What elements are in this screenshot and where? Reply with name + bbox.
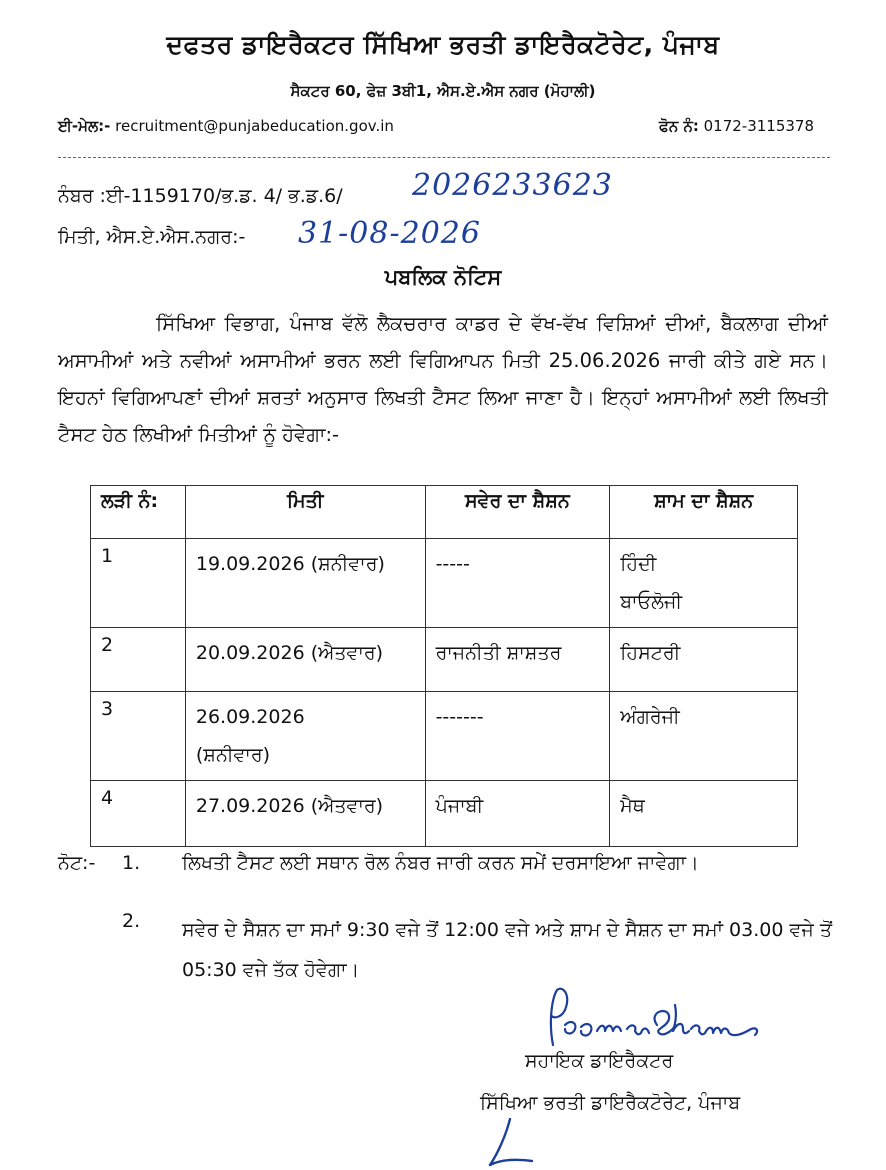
- signature-image: [545, 985, 785, 1060]
- note-text: ਸਵੇਰ ਦੇ ਸੈਸ਼ਨ ਦਾ ਸਮਾਂ 9:30 ਵਜੇ ਤੋਂ 12:00 ਵਜੇ ਅਤੇ ਸ਼ਾਮ ਦੇ ਸੈਸ਼ਨ ਦਾ ਸਮਾਂ 03.00 ਵਜੇ ਤੋਂ 05:30 ਵਜੇ ਤੱਕ ਹੋਵੇਗਾ।: [182, 919, 832, 981]
- cell-evening-text: ਅੰਗਰੇਜੀ: [620, 706, 680, 728]
- note-number: 2.: [122, 910, 141, 932]
- initial-mark: [480, 1115, 540, 1170]
- cell-serial: 3: [91, 692, 186, 781]
- cell-evening: [610, 692, 798, 781]
- cell-date-text: 20.09.2026 (ਐਤਵਾਰ): [195, 642, 384, 664]
- phone-line: [659, 117, 814, 135]
- cell-evening-text: ਹਿਸਟਰੀ: [620, 642, 681, 664]
- table-header-row: [91, 486, 798, 539]
- cell-evening-text: ਮੈਥ: [620, 795, 645, 817]
- cell-date: [185, 539, 425, 628]
- exam-schedule-table: [90, 485, 798, 847]
- date-handwritten: 31-08-2026: [298, 216, 481, 251]
- cell-morning-text: ਪੰਜਾਬੀ: [435, 795, 484, 817]
- cell-date-text: 26.09.2026: [195, 706, 305, 728]
- table-row: [91, 692, 798, 781]
- cell-morning-text: ਰਾਜਨੀਤੀ ਸ਼ਾਸ਼ਤਰ: [435, 642, 562, 664]
- header-divider: [58, 157, 830, 158]
- email-value: recruitment@punjabeducation.gov.in: [115, 117, 394, 135]
- reference-number-label: ਨੰਬਰ :ਈ-1159170/ਭ.ਡ. 4/ ਭ.ਡ.6/: [58, 185, 343, 207]
- cell-date: [185, 628, 425, 692]
- cell-evening-text-2: ਬਾਓਲੋਜੀ: [620, 591, 683, 613]
- cell-evening: [610, 628, 798, 692]
- cell-date-text: 19.09.2026 (ਸ਼ਨੀਵਾਰ): [195, 553, 385, 575]
- cell-evening: [610, 781, 798, 847]
- cell-serial: 1: [91, 539, 186, 628]
- cell-date-text-2: (ਸ਼ਨੀਵਾਰ): [195, 744, 271, 766]
- cell-morning: [425, 539, 610, 628]
- cell-morning: [425, 628, 610, 692]
- cell-date: [185, 692, 425, 781]
- reference-number-handwritten: 2026233623: [412, 168, 613, 203]
- cell-serial: 2: [91, 628, 186, 692]
- table-row: [91, 628, 798, 692]
- office-address: ਸੈਕਟਰ 60, ਫੇਜ਼ 3ਬੀ1, ਐਸ.ਏ.ਐਸ ਨਗਰ (ਮੋਹਾਲੀ): [290, 82, 596, 100]
- cell-morning-text: -----: [435, 553, 470, 575]
- phone-value: 0172-3115378: [703, 117, 814, 135]
- cell-morning-text: -------: [435, 706, 484, 728]
- note-text: ਲਿਖਤੀ ਟੈਸਟ ਲਈ ਸਥਾਨ ਰੋਲ ਨੰਬਰ ਜਾਰੀ ਕਰਨ ਸਮੇਂ ਦਰਸਾਇਆ ਜਾਵੇਗਾ।: [182, 852, 699, 874]
- notice-heading: ਪਬਲਿਕ ਨੋਟਿਸ: [384, 265, 502, 289]
- table-row: [91, 781, 798, 847]
- phone-label: ਫੋਨ ਨੰ:: [659, 117, 699, 135]
- header-evening-session: ਸ਼ਾਮ ਦਾ ਸ਼ੈਸ਼ਨ: [610, 486, 798, 539]
- header-serial: ਲੜੀ ਨੰ:: [91, 486, 186, 539]
- cell-date-text: 27.09.2026 (ਐਤਵਾਰ): [195, 795, 384, 817]
- cell-evening: [610, 539, 798, 628]
- cell-serial: 4: [91, 781, 186, 847]
- email-line: [58, 117, 394, 135]
- cell-evening-text: ਹਿੰਦੀ: [620, 553, 657, 575]
- header-date: ਮਿਤੀ: [185, 486, 425, 539]
- signatory-department: ਸਿੱਖਿਆ ਭਰਤੀ ਡਾਇਰੈਕਟੋਰੇਟ, ਪੰਜਾਬ: [480, 1092, 741, 1114]
- cell-date: [185, 781, 425, 847]
- signatory-designation: ਸਹਾਇਕ ਡਾਇਰੈਕਟਰ: [525, 1050, 674, 1072]
- note-number: 1.: [122, 852, 141, 874]
- header-morning-session: ਸਵੇਰ ਦਾ ਸ਼ੈਸ਼ਨ: [425, 486, 610, 539]
- date-label: ਮਿਤੀ, ਐਸ.ਏ.ਐਸ.ਨਗਰ:-: [58, 226, 246, 248]
- cell-morning: [425, 692, 610, 781]
- notes-label: ਨੋਟ:-: [58, 852, 96, 874]
- cell-morning: [425, 781, 610, 847]
- table-row: [91, 539, 798, 628]
- office-title: ਦਫਤਰ ਡਾਇਰੈਕਟਰ ਸਿੱਖਿਆ ਭਰਤੀ ਡਾਇਰੈਕਟੋਰੇਟ, ਪੰਜਾਬ: [166, 30, 720, 59]
- notice-paragraph: ਸਿੱਖਿਆ ਵਿਭਾਗ, ਪੰਜਾਬ ਵੱਲੋ ਲੈਕਚਰਾਰ ਕਾਡਰ ਦੇ ਵੱਖ-ਵੱਖ ਵਿਸ਼ਿਆਂ ਦੀਆਂ, ਬੈਕਲਾਗ ਦੀਆਂ ਅਸਾਮੀਆਂ ਅਤੇ ਨਵੀਆਂ ਅਸਾਮੀਆਂ ਭਰਨ ਲਈ ਵਿਗਿਆਪਨ ਮਿਤੀ 25.06.2026 ਜਾਰੀ ਕੀਤੇ ਗਏ ਸਨ। ਇਹਨਾਂ ਵਿਗਿਆਪਣਾਂ ਦੀਆਂ ਸ਼ਰਤਾਂ ਅਨੁਸਾਰ ਲਿਖਤੀ ਟੈਸਟ ਲਿਆ ਜਾਣਾ ਹੈ। ਇਨ੍ਹਾਂ ਅਸਾਮੀਆਂ ਲਈ ਲਿਖਤੀ ਟੈਸਟ ਹੇਠ ਲਿਖੀਆਂ ਮਿਤੀਆਂ ਨੂੰ ਹੋਵੇਗਾ:-: [58, 312, 828, 446]
- email-label: ਈ-ਮੇਲ:-: [58, 117, 111, 135]
